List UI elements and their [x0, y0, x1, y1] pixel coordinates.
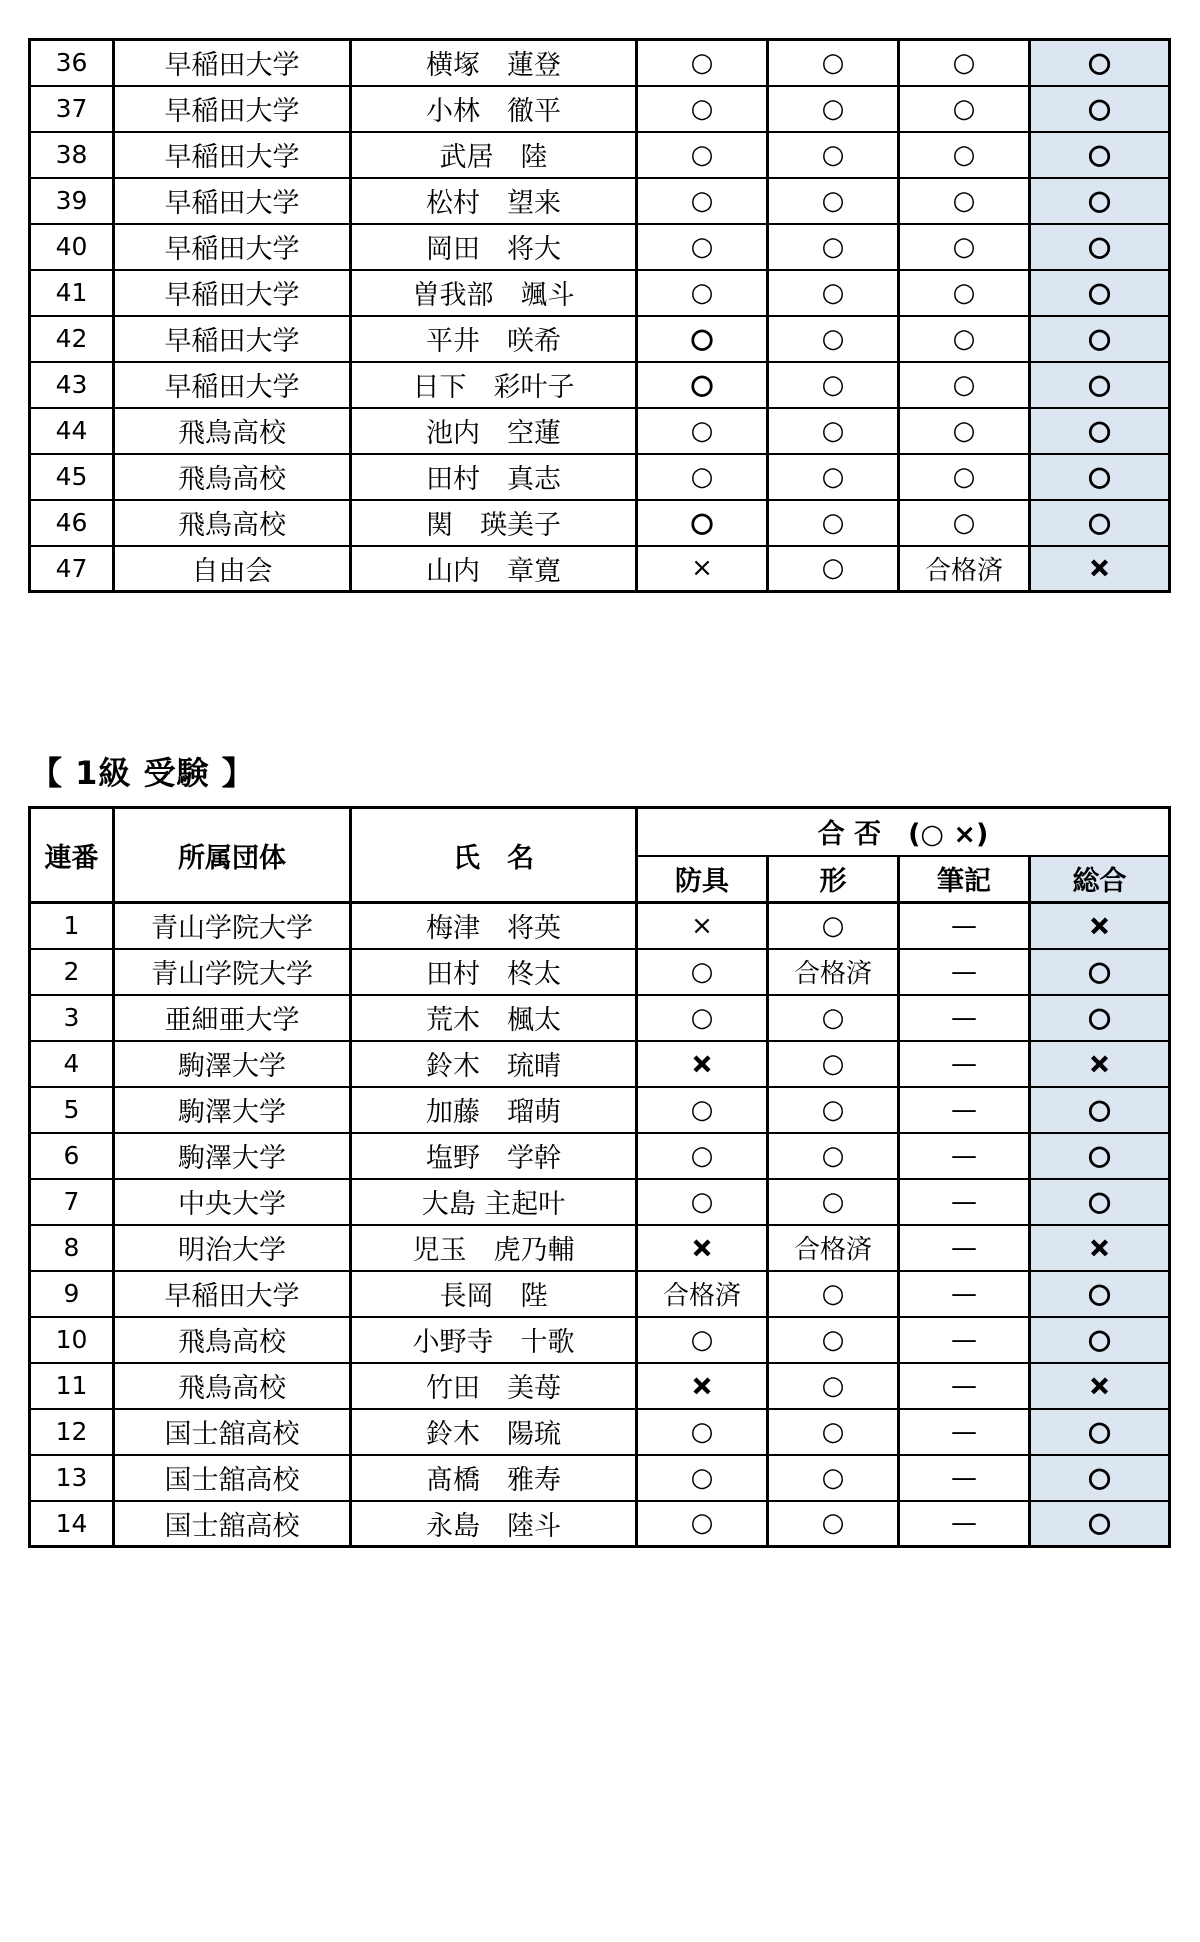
seq-cell: 40 — [30, 224, 114, 270]
mark-cell: ○ — [637, 178, 768, 224]
table-row — [30, 224, 1170, 270]
mark-cell: ○ — [768, 546, 899, 592]
header-kata: 形 — [768, 856, 899, 903]
org-cell: 自由会 — [114, 546, 351, 592]
name-cell: 鈴木 琉晴 — [351, 1041, 637, 1087]
seq-cell: 13 — [30, 1455, 114, 1501]
name-cell: 小野寺 十歌 — [351, 1317, 637, 1363]
level1-exam-title: 【 1級 受験 】 — [30, 754, 255, 792]
mark-cell: 合格済 — [899, 546, 1030, 592]
org-cell: 早稲田大学 — [114, 224, 351, 270]
seq-cell: 44 — [30, 408, 114, 454]
table-row — [30, 1455, 1170, 1501]
mark-cell: ○ — [637, 949, 768, 995]
name-cell: 松村 望来 — [351, 178, 637, 224]
org-cell: 駒澤大学 — [114, 1041, 351, 1087]
seq-cell: 43 — [30, 362, 114, 408]
org-cell: 飛鳥高校 — [114, 500, 351, 546]
mark-cell: ○ — [768, 1271, 899, 1317]
continued-exam-table-section — [28, 38, 1171, 593]
header-bogu: 防具 — [637, 856, 768, 903]
mark-cell: 合格済 — [768, 949, 899, 995]
org-cell: 飛鳥高校 — [114, 408, 351, 454]
org-cell: 早稲田大学 — [114, 40, 351, 86]
mark-cell: ○ — [768, 1317, 899, 1363]
seq-cell: 47 — [30, 546, 114, 592]
seq-cell: 11 — [30, 1363, 114, 1409]
name-cell: 山内 章寛 — [351, 546, 637, 592]
table-row — [30, 1133, 1170, 1179]
seq-cell: 7 — [30, 1179, 114, 1225]
org-cell: 青山学院大学 — [114, 903, 351, 949]
org-cell: 飛鳥高校 — [114, 454, 351, 500]
seq-cell: 4 — [30, 1041, 114, 1087]
table-row — [30, 1087, 1170, 1133]
total-mark-cell: × — [1030, 903, 1170, 949]
header-result-group: 合 否 (○ ×) — [637, 808, 1170, 856]
org-cell: 早稲田大学 — [114, 178, 351, 224]
mark-cell: ○ — [637, 362, 768, 408]
name-cell: 日下 彩叶子 — [351, 362, 637, 408]
mark-cell: ○ — [768, 1087, 899, 1133]
total-mark-cell: ○ — [1030, 1179, 1170, 1225]
mark-cell: ○ — [637, 408, 768, 454]
mark-cell: ○ — [768, 362, 899, 408]
org-cell: 駒澤大学 — [114, 1087, 351, 1133]
total-mark-cell: ○ — [1030, 1455, 1170, 1501]
mark-cell: ○ — [637, 1501, 768, 1547]
total-mark-cell: ○ — [1030, 408, 1170, 454]
mark-cell: — — [899, 1087, 1030, 1133]
mark-cell: ○ — [768, 454, 899, 500]
mark-cell: ○ — [768, 408, 899, 454]
org-cell: 国士舘高校 — [114, 1501, 351, 1547]
name-cell: 横塚 蓮登 — [351, 40, 637, 86]
total-mark-cell: ○ — [1030, 1271, 1170, 1317]
mark-cell: × — [637, 546, 768, 592]
total-mark-cell: × — [1030, 546, 1170, 592]
name-cell: 田村 柊太 — [351, 949, 637, 995]
seq-cell: 45 — [30, 454, 114, 500]
seq-cell: 41 — [30, 270, 114, 316]
continued-exam-table — [28, 38, 1171, 593]
seq-cell: 39 — [30, 178, 114, 224]
continued-table-body — [30, 40, 1170, 592]
mark-cell: ○ — [768, 178, 899, 224]
mark-cell: ○ — [899, 132, 1030, 178]
mark-cell: ○ — [768, 1179, 899, 1225]
mark-cell: ○ — [637, 224, 768, 270]
total-mark-cell: ○ — [1030, 270, 1170, 316]
mark-cell: ○ — [637, 1133, 768, 1179]
seq-cell: 38 — [30, 132, 114, 178]
name-cell: 関 瑛美子 — [351, 500, 637, 546]
mark-cell: ○ — [768, 1041, 899, 1087]
seq-cell: 8 — [30, 1225, 114, 1271]
org-cell: 中央大学 — [114, 1179, 351, 1225]
mark-cell: — — [899, 1133, 1030, 1179]
org-cell: 飛鳥高校 — [114, 1363, 351, 1409]
level1-table-body — [30, 903, 1170, 1547]
header-sogo: 総合 — [1030, 856, 1170, 903]
level1-exam-table — [28, 806, 1171, 1548]
seq-cell: 36 — [30, 40, 114, 86]
name-cell: 永島 陸斗 — [351, 1501, 637, 1547]
mark-cell: ○ — [768, 1501, 899, 1547]
mark-cell: — — [899, 1271, 1030, 1317]
mark-cell: ○ — [637, 40, 768, 86]
mark-cell: ○ — [637, 1409, 768, 1455]
mark-cell: ○ — [899, 224, 1030, 270]
name-cell: 岡田 将大 — [351, 224, 637, 270]
org-cell: 駒澤大学 — [114, 1133, 351, 1179]
name-cell: 池内 空蓮 — [351, 408, 637, 454]
table-row — [30, 1363, 1170, 1409]
mark-cell: ○ — [768, 224, 899, 270]
total-mark-cell: × — [1030, 1041, 1170, 1087]
total-mark-cell: ○ — [1030, 995, 1170, 1041]
name-cell: 荒木 楓太 — [351, 995, 637, 1041]
mark-cell: ○ — [768, 86, 899, 132]
seq-cell: 12 — [30, 1409, 114, 1455]
table-row — [30, 316, 1170, 362]
mark-cell: ○ — [899, 86, 1030, 132]
mark-cell: ○ — [637, 1317, 768, 1363]
mark-cell: — — [899, 1363, 1030, 1409]
mark-cell: ○ — [637, 1455, 768, 1501]
total-mark-cell: ○ — [1030, 86, 1170, 132]
mark-cell: — — [899, 1409, 1030, 1455]
seq-cell: 9 — [30, 1271, 114, 1317]
mark-cell: ○ — [637, 86, 768, 132]
mark-cell: ○ — [637, 500, 768, 546]
table-row — [30, 1409, 1170, 1455]
total-mark-cell: ○ — [1030, 316, 1170, 362]
table-row — [30, 546, 1170, 592]
table-row — [30, 362, 1170, 408]
mark-cell: ○ — [768, 1455, 899, 1501]
total-mark-cell: ○ — [1030, 949, 1170, 995]
total-mark-cell: × — [1030, 1363, 1170, 1409]
mark-cell: ○ — [768, 132, 899, 178]
name-cell: 髙橋 雅寿 — [351, 1455, 637, 1501]
mark-cell: ○ — [899, 408, 1030, 454]
table-row — [30, 995, 1170, 1041]
mark-cell: ○ — [637, 132, 768, 178]
table-row — [30, 1317, 1170, 1363]
mark-cell: ○ — [899, 316, 1030, 362]
name-cell: 加藤 瑠萌 — [351, 1087, 637, 1133]
mark-cell: — — [899, 995, 1030, 1041]
mark-cell: ○ — [637, 316, 768, 362]
total-mark-cell: × — [1030, 1225, 1170, 1271]
org-cell: 早稲田大学 — [114, 316, 351, 362]
header-hikki: 筆記 — [899, 856, 1030, 903]
mark-cell: ○ — [899, 40, 1030, 86]
mark-cell: 合格済 — [637, 1271, 768, 1317]
level1-exam-table-section — [28, 806, 1171, 1548]
total-mark-cell: ○ — [1030, 1409, 1170, 1455]
mark-cell: 合格済 — [768, 1225, 899, 1271]
name-cell: 梅津 将英 — [351, 903, 637, 949]
org-cell: 亜細亜大学 — [114, 995, 351, 1041]
table-row — [30, 949, 1170, 995]
header-seq: 連番 — [30, 808, 114, 903]
mark-cell: — — [899, 949, 1030, 995]
name-cell: 長岡 陛 — [351, 1271, 637, 1317]
org-cell: 明治大学 — [114, 1225, 351, 1271]
seq-cell: 1 — [30, 903, 114, 949]
total-mark-cell: ○ — [1030, 1133, 1170, 1179]
mark-cell: ○ — [768, 903, 899, 949]
table-row — [30, 903, 1170, 949]
seq-cell: 6 — [30, 1133, 114, 1179]
name-cell: 竹田 美苺 — [351, 1363, 637, 1409]
seq-cell: 3 — [30, 995, 114, 1041]
table-row — [30, 40, 1170, 86]
mark-cell: — — [899, 903, 1030, 949]
mark-cell: ○ — [637, 995, 768, 1041]
seq-cell: 10 — [30, 1317, 114, 1363]
org-cell: 早稲田大学 — [114, 132, 351, 178]
mark-cell: ○ — [637, 270, 768, 316]
mark-cell: ○ — [768, 1409, 899, 1455]
total-mark-cell: ○ — [1030, 1317, 1170, 1363]
mark-cell: ○ — [637, 1179, 768, 1225]
table-row — [30, 1179, 1170, 1225]
name-cell: 塩野 学幹 — [351, 1133, 637, 1179]
mark-cell: ○ — [768, 40, 899, 86]
seq-cell: 14 — [30, 1501, 114, 1547]
mark-cell: ○ — [768, 1133, 899, 1179]
mark-cell: — — [899, 1225, 1030, 1271]
mark-cell: ○ — [899, 362, 1030, 408]
name-cell: 曽我部 颯斗 — [351, 270, 637, 316]
table-row — [30, 1271, 1170, 1317]
table-row — [30, 1225, 1170, 1271]
name-cell: 平井 咲希 — [351, 316, 637, 362]
table-row — [30, 454, 1170, 500]
total-mark-cell: ○ — [1030, 132, 1170, 178]
total-mark-cell: ○ — [1030, 500, 1170, 546]
seq-cell: 2 — [30, 949, 114, 995]
seq-cell: 42 — [30, 316, 114, 362]
name-cell: 武居 陸 — [351, 132, 637, 178]
org-cell: 早稲田大学 — [114, 362, 351, 408]
total-mark-cell: ○ — [1030, 1501, 1170, 1547]
total-mark-cell: ○ — [1030, 40, 1170, 86]
mark-cell: ○ — [899, 454, 1030, 500]
mark-cell: ○ — [768, 270, 899, 316]
mark-cell: — — [899, 1455, 1030, 1501]
mark-cell: ○ — [899, 178, 1030, 224]
mark-cell: ○ — [768, 995, 899, 1041]
org-cell: 青山学院大学 — [114, 949, 351, 995]
mark-cell: × — [637, 1041, 768, 1087]
org-cell: 早稲田大学 — [114, 270, 351, 316]
mark-cell: ○ — [768, 1363, 899, 1409]
mark-cell: ○ — [637, 454, 768, 500]
total-mark-cell: ○ — [1030, 1087, 1170, 1133]
mark-cell: — — [899, 1317, 1030, 1363]
table-row — [30, 1041, 1170, 1087]
name-cell: 児玉 虎乃輔 — [351, 1225, 637, 1271]
org-cell: 早稲田大学 — [114, 1271, 351, 1317]
mark-cell: × — [637, 1363, 768, 1409]
total-mark-cell: ○ — [1030, 224, 1170, 270]
name-cell: 鈴木 陽琉 — [351, 1409, 637, 1455]
mark-cell: — — [899, 1179, 1030, 1225]
table-row — [30, 1501, 1170, 1547]
mark-cell: × — [637, 1225, 768, 1271]
seq-cell: 37 — [30, 86, 114, 132]
total-mark-cell: ○ — [1030, 362, 1170, 408]
org-cell: 国士舘高校 — [114, 1455, 351, 1501]
org-cell: 国士舘高校 — [114, 1409, 351, 1455]
name-cell: 小林 徹平 — [351, 86, 637, 132]
header-org: 所属団体 — [114, 808, 351, 903]
mark-cell: ○ — [899, 500, 1030, 546]
header-name: 氏 名 — [351, 808, 637, 903]
table-row — [30, 178, 1170, 224]
table-row — [30, 132, 1170, 178]
mark-cell: — — [899, 1041, 1030, 1087]
mark-cell: ○ — [899, 270, 1030, 316]
table-row — [30, 408, 1170, 454]
seq-cell: 5 — [30, 1087, 114, 1133]
total-mark-cell: ○ — [1030, 178, 1170, 224]
mark-cell: — — [899, 1501, 1030, 1547]
mark-cell: ○ — [637, 1087, 768, 1133]
table-row — [30, 500, 1170, 546]
mark-cell: ○ — [768, 316, 899, 362]
total-mark-cell: ○ — [1030, 454, 1170, 500]
level1-table-header — [30, 808, 1170, 903]
org-cell: 飛鳥高校 — [114, 1317, 351, 1363]
org-cell: 早稲田大学 — [114, 86, 351, 132]
mark-cell: × — [637, 903, 768, 949]
mark-cell: ○ — [768, 500, 899, 546]
name-cell: 大島 主起叶 — [351, 1179, 637, 1225]
name-cell: 田村 真志 — [351, 454, 637, 500]
table-row — [30, 86, 1170, 132]
seq-cell: 46 — [30, 500, 114, 546]
table-row — [30, 270, 1170, 316]
